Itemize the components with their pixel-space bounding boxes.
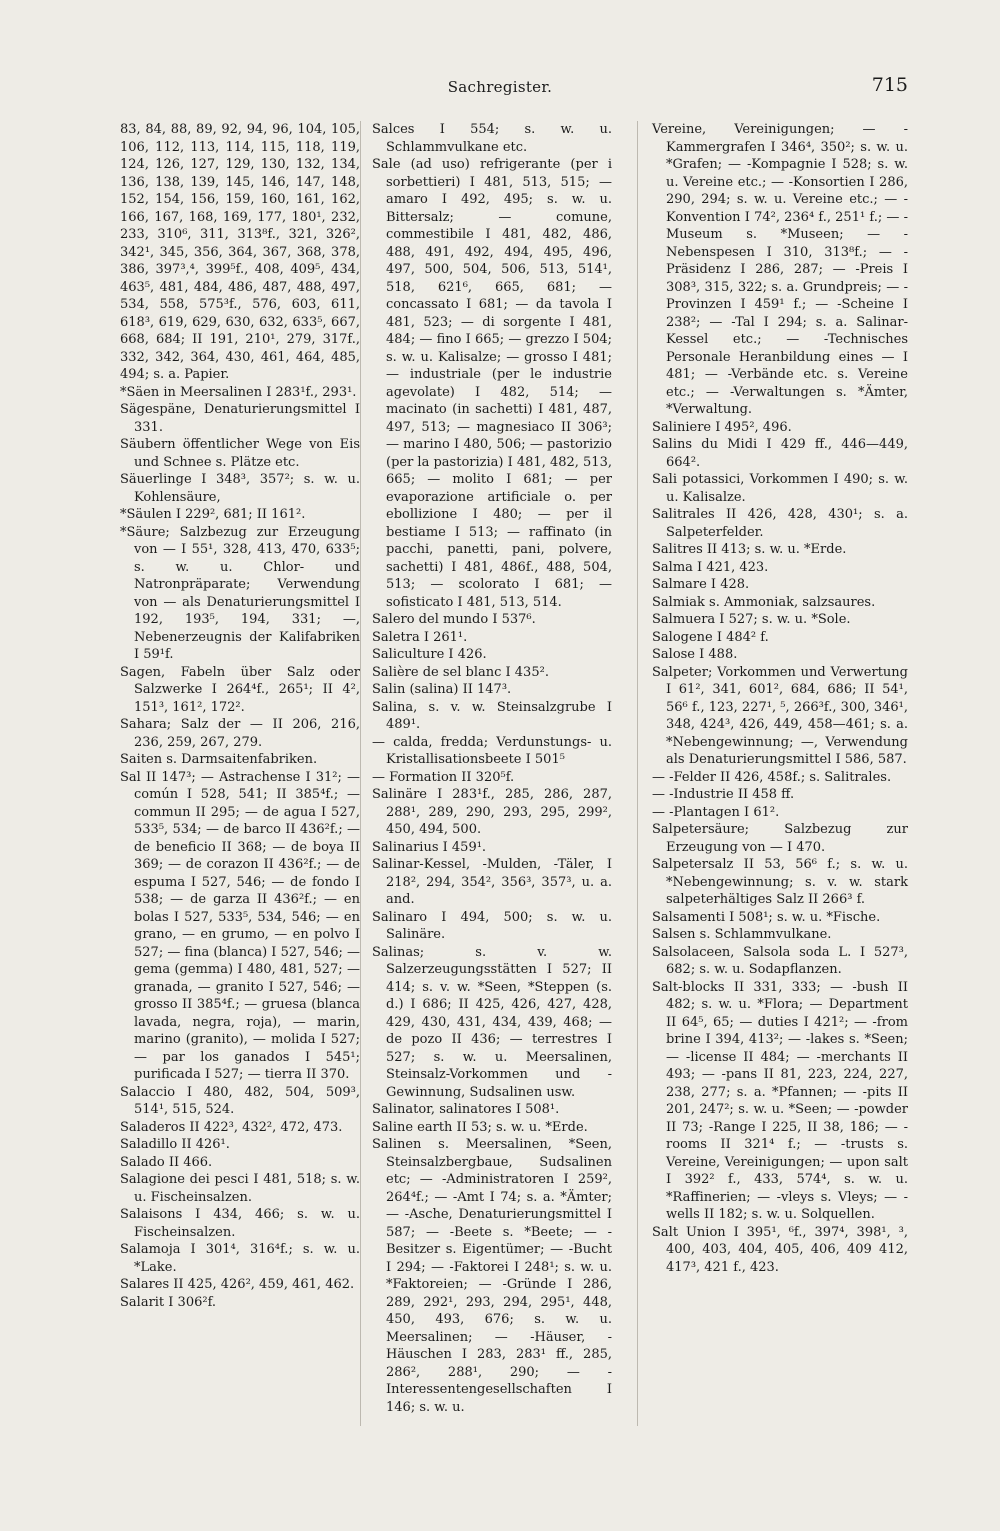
index-entry: Salagione dei pesci I 481, 518; s. w. u. Fischeinsalzen.: [120, 1172, 360, 1205]
index-entry: Salins du Midi I 429 ff., 446—449, 664².: [652, 437, 908, 470]
index-entry: Salinas; s. v. w. Salzerzeugungsstätten I 527; II 414; s. v. w. *Seen, *Steppen (s. d.) I 686; II 425, 426, 427, 428, 429, 430, 431, 434, 439, 468; — de pozo II 436; — terrestres I 527; s. w. u. Meersalinen, Steinsalz-Vorkommen und -Gewinnung, Sudsalinen usw.: [372, 944, 612, 1100]
index-entry: Sal II 147³; — Astrachense I 31²; — común I 528, 541; II 385⁴f.; — commun II 295; — de agua I 527, 533⁵, 534; — de barco II 436²f.; — de beneficio II 368; — de boya II 369; — de corazon II 436²f.; — de espuma I 527, 546; — de fondo I 538; — de garza II 436²f.; — en bolas I 527, 533⁵, 534, 546; — en grano, — en grumo, — en polvo I 527; — fina (blanca) I 527, 546; — gema (gemma) I 480, 481, 527; — granada, — granito I 527, 546; — grosso II 385⁴f.; — gruesa (blanca lavada, negra, roja), — marin, marino (granito), — molida I 527; — par los ganados I 545¹; purificada I 527; — tierra II 370.: [120, 769, 360, 1082]
index-entry: Säuerlinge I 348³, 357²; s. w. u. Kohlensäure,: [120, 472, 360, 505]
index-entry: Salsamenti I 508¹; s. w. u. *Fische.: [652, 909, 881, 925]
index-entry: — Formation II 320⁵f.: [372, 769, 515, 785]
column-divider: [637, 121, 638, 1426]
index-entry: — calda, fredda; Verdunstungs- u. Kristallisationsbeete I 501⁵: [372, 734, 612, 767]
index-entry: Salaccio I 480, 482, 504, 509³, 514¹, 515, 524.: [120, 1084, 360, 1117]
index-entry: Salaisons I 434, 466; s. w. u. Fischeinsalzen.: [120, 1207, 360, 1240]
index-entry: Salces I 554; s. w. u. Schlammvulkane etc.: [372, 122, 612, 155]
index-entry: *Säure; Salzbezug zur Erzeugung von — I 55¹, 328, 413, 470, 633⁵; s. w. u. Chlor- und Natronpräparate; Verwendung von — als Denaturierungsmittel I 192, 193⁵, 194, 331; —, Nebenerzeugnis der Kalifabriken I 59¹f.: [120, 524, 360, 662]
index-entry: Salt-blocks II 331, 333; — -bush II 482; s. w. u. *Flora; — Department II 64⁵, 65; — duties I 421²; — -from brine I 394, 413²; — -lakes s. *Seen; — -license II 484; — -merchants II 493; — -pans II 81, 223, 224, 227, 238, 277; s. a. *Pfannen; — -pits II 201, 247²; s. w. u. *Seen; — -powder II 73; -Range I 225, II 38, 186; — -rooms II 321⁴ f.; — -trusts s. Vereine, Vereinigungen; — upon salt I 392² f., 433, 574⁴, s. w. u. *Raffinerien; — -vleys s. Vleys; — -wells II 182; s. w. u. Solquellen.: [652, 979, 908, 1222]
index-entry: Sali potassici, Vorkommen I 490; s. w. u. Kalisalze.: [652, 472, 908, 505]
index-entry: Salitres II 413; s. w. u. *Erde.: [652, 542, 847, 557]
index-entry: Salinaro I 494, 500; s. w. u. Salinäre.: [372, 909, 612, 942]
index-entry: Salt Union I 395¹, ⁶f., 397⁴, 398¹, ³, 400, 403, 404, 405, 406, 409 412, 417³, 421 f., 423.: [652, 1224, 908, 1275]
index-entry: *Säen in Meersalinen I 283¹f., 293¹.: [120, 384, 357, 400]
index-entry: Salmare I 428.: [652, 577, 750, 592]
index-entry: Sale (ad uso) refrigerante (per i sorbettieri) I 481, 513, 515; — amaro I 492, 495; s. w. u. Bittersalz; — comune, commestibile I 481, 482, 486, 488, 491, 492, 494, 495, 496, 497, 500, 504, 506, 513, 514¹, 518, 621⁶, 665, 681; — concassato I 681; — da tavola I 481, 523; — di sorgente I 481, 484; — fino I 665; — grezzo I 504; s. w. u. Kalisalze; — grosso I 481; — industriale (per le industrie agevolate) I 482, 514; — macinato (in sachetti) I 481, 487, 497, 513; — magnesiaco II 306³; — marino I 480, 506; — pastorizio (per la pastorizia) I 481, 482, 513, 665; — molito I 681; — per evaporazione artificiale o. per ebollizione I 480; — per il bestiame I 513; — raffinato (in pacchi, panetti, pani, polvere, sachetti) I 481, 486f., 488, 504, 513; — scolorato I 681; — sofisticato I 481, 513, 514.: [372, 157, 612, 610]
index-entry: Salose I 488.: [652, 647, 738, 662]
page-number: 715: [871, 74, 908, 96]
index-entry: — -Industrie II 458 ff.: [652, 787, 795, 802]
index-entry: Saladillo II 426¹.: [120, 1137, 230, 1152]
index-entry: Saiten s. Darmsaitenfabriken.: [120, 752, 318, 767]
index-entry: Salarit I 306²f.: [120, 1294, 217, 1310]
index-column-1: [120, 121, 360, 1311]
index-entry: Salares II 425, 426², 459, 461, 462.: [120, 1277, 355, 1292]
index-entry: Salina, s. v. w. Steinsalzgrube I 489¹.: [372, 699, 612, 732]
index-entry: Saletra I 261¹.: [372, 629, 468, 645]
running-head: Sachregister.: [447, 78, 553, 96]
index-column-3: [652, 121, 908, 1276]
index-entry: Salin (salina) II 147³.: [372, 682, 512, 697]
index-entry: Salsen s. Schlammvulkane.: [652, 927, 832, 942]
index-entry: Salinen s. Meersalinen, *Seen, Steinsalzbergbaue, Sudsalinen etc; — -Administratoren I 259², 264⁴f.; — -Amt I 74; s. a. *Ämter; — -Asche, Denaturierungsmittel I 587; — -Beete s. *Beete; — -Besitzer s. Eigentümer; — -Bucht I 294; — -Faktorei I 248¹; s. w. u. *Faktoreien; — -Gründe I 286, 289, 292¹, 293, 294, 295¹, 448, 450, 493, 676; s. w. u. Meersalinen; — -Häuser, -Häuschen I 283, 283¹ ff., 285, 286², 288¹, 290; — -Interessentengesellschaften I 146; s. w. u.: [372, 1137, 612, 1415]
index-column-2: [372, 121, 612, 1416]
index-entry: Salero del mundo I 537⁶.: [372, 612, 536, 627]
column-divider: [360, 121, 361, 1426]
index-entry: Salpetersäure; Salzbezug zur Erzeugung von — I 470.: [652, 822, 908, 855]
index-entry: Salinäre I 283¹f., 285, 286, 287, 288¹, 289, 290, 293, 295, 299², 450, 494, 500.: [372, 787, 612, 837]
index-entry: Salinar-Kessel, -Mulden, -Täler, I 218², 294, 354², 356³, 357³, u. a. and.: [372, 857, 612, 907]
index-entry: Sägespäne, Denaturierungsmittel I 331.: [120, 402, 360, 435]
index-entry: — -Felder II 426, 458f.; s. Salitrales.: [652, 769, 892, 785]
index-entry: Salpeter; Vorkommen und Verwertung I 61², 341, 601², 684, 686; II 54¹, 56⁶ f., 123, 227¹, ⁵, 266³f., 300, 346¹, 348, 424³, 426, 449, 458—461; s. a. *Nebengewinnung; —, Verwendung als Denaturierungsmittel I 586, 587.: [652, 664, 908, 767]
index-entry: Sagen, Fabeln über Salz oder Salzwerke I 264⁴f., 265¹; II 4², 151³, 161², 172².: [120, 664, 360, 715]
index-entry: Saline earth II 53; s. w. u. *Erde.: [372, 1119, 588, 1135]
index-entry: Salière de sel blanc I 435².: [372, 664, 549, 680]
index-entry: Salinarius I 459¹.: [372, 839, 487, 855]
index-entry: *Säulen I 229², 681; II 161².: [120, 507, 306, 522]
index-entry: Salinator, salinatores I 508¹.: [372, 1102, 560, 1117]
index-entry: Salmiak s. Ammoniak, salzsaures.: [652, 594, 876, 610]
index-entry: Salado II 466.: [120, 1154, 213, 1170]
index-entry: Saliculture I 426.: [372, 647, 487, 662]
index-entry: Salsolaceen, Salsola soda L. I 527³, 682; s. w. u. Sodapflanzen.: [652, 944, 908, 977]
index-entry: Säubern öffentlicher Wege von Eis und Schnee s. Plätze etc.: [120, 437, 360, 470]
index-entry: Salamoja I 301⁴, 316⁴f.; s. w. u. *Lake.: [120, 1242, 360, 1275]
index-entry: Salitrales II 426, 428, 430¹; s. a. Salpeterfelder.: [652, 507, 908, 540]
index-entry: Sahara; Salz der — II 206, 216, 236, 259, 267, 279.: [120, 717, 360, 750]
index-entry: Saladeros II 422³, 432², 472, 473.: [120, 1119, 343, 1135]
index-entry: — -Plantagen I 61².: [652, 804, 780, 820]
index-entry: Salpetersalz II 53, 56⁶ f.; s. w. u. *Nebengewinnung; s. v. w. stark salpeterhältiges Salz II 266³ f.: [652, 857, 908, 907]
index-entry: Salogene I 484² f.: [652, 629, 769, 645]
index-entry: Salmuera I 527; s. w. u. *Sole.: [652, 612, 851, 627]
index-entry: Vereine, Vereinigungen; — -Kammergrafen I 346⁴, 350²; s. w. u. *Grafen; — -Kompagnie I 528; s. w. u. Vereine etc.; — -Konsortien I 286, 290, 294; s. w. u. Vereine etc.; — -Konvention I 74², 236⁴ f., 251¹ f.; — -Museum s. *Museen; — -Nebenspesen I 310, 313⁸f.; — -Präsidenz I 286, 287; — -Preis I 308³, 315, 322; s. a. Grundpreis; — -Provinzen I 459¹ f.; — -Scheine I 238²; — -Tal I 294; s. a. Salinar-Kessel etc.; — -Technisches Personale Heranbildung eines — I 481; — -Verbände etc. s. Vereine etc.; — -Verwaltungen s. *Ämter, *Verwaltung.: [652, 122, 908, 417]
index-entry: Saliniere I 495², 496.: [652, 419, 792, 435]
index-entry: Salma I 421, 423.: [652, 559, 769, 575]
index-entry: 83, 84, 88, 89, 92, 94, 96, 104, 105, 106, 112, 113, 114, 115, 118, 119, 124, 126, 127, 129, 130, 132, 134, 136, 138, 139, 145, 146, 147, 148, 152, 154, 156, 159, 160, 161, 162, 166, 167, 168, 169, 177, 180¹, 232, 233, 310⁶, 311, 313⁸f., 321, 326², 342¹, 345, 356, 364, 367, 368, 378, 386, 397³,⁴, 399⁵f., 408, 409⁵, 434, 463⁵, 481, 484, 486, 487, 488, 497, 534, 558, 575³f., 576, 603, 611, 618³, 619, 629, 630, 632, 633⁵, 667, 668, 684; II 191, 210¹, 279, 317f., 332, 342, 364, 430, 461, 464, 485, 494; s. a. Papier.: [120, 122, 360, 382]
